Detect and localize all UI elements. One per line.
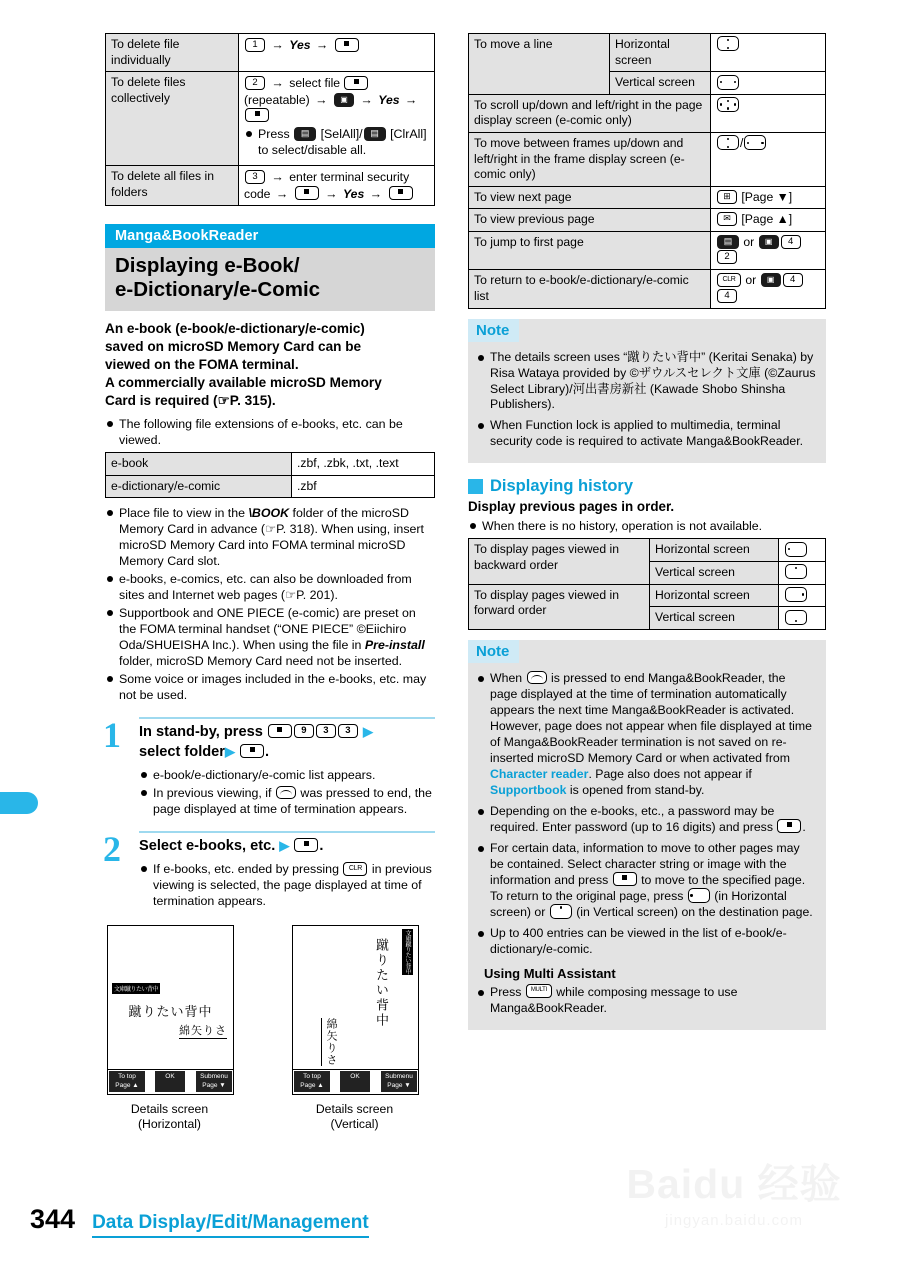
key-3: 3 [338, 724, 358, 738]
lead-line: A commercially available microSD Memory [105, 374, 382, 390]
select-key-icon [389, 186, 413, 200]
row-key [779, 584, 826, 607]
row-label: To scroll up/down and left/right in the page display screen (e-comic only) [469, 94, 711, 132]
arrow-icon: → [315, 92, 328, 107]
history-bullets [468, 518, 826, 534]
select-key-icon [295, 186, 319, 200]
step-number: 1 [103, 715, 121, 756]
softkey-right: Submenu Page ▼ [196, 1071, 232, 1092]
extension-value: .zbf, .zbk, .txt, .text [292, 453, 435, 476]
yes-label: Yes [343, 186, 365, 201]
row-label: To delete files collectively [106, 72, 239, 166]
key-3: 3 [316, 724, 336, 738]
right-column [468, 0, 826, 1030]
row-value: 2 → select file (repeatable) → ▣ → Yes → Press ▤ [SelAll]/ ▤ [ClrAll] to select/disable all. [239, 72, 435, 166]
row-key [779, 539, 826, 562]
list-item: When is pressed to end Manga&BookReader, the page displayed at the time of termination automatically appears the next time Manga&BookReader is activated. However, page does not appear when file displayed at time of Manga&BookReader termination is not saved on re-inserted microSD Memory Card or when activated from Character reader. Page also does not appear if Supportbook is opened from stand-by. [476, 671, 816, 799]
row-label: To jump to first page [469, 232, 711, 270]
figure-caption: Details screen (Horizontal) [130, 1102, 209, 1132]
operation-table [468, 33, 826, 309]
arrow-icon: → [271, 76, 284, 91]
book-label: 文庫蹴りたい背中 [112, 983, 160, 994]
extension-value: .zbf [292, 475, 435, 498]
book-title: 蹴りたい背中 [128, 1005, 213, 1020]
page-title [105, 248, 435, 310]
note-box-1 [468, 319, 826, 464]
reference-hand-icon: ☞ [285, 588, 297, 603]
lead-line: viewed on the FOMA terminal. [105, 356, 299, 372]
figure-caption: Details screen (Vertical) [315, 1102, 394, 1132]
select-key-icon [344, 76, 368, 90]
select-key-icon [613, 872, 637, 886]
arrow-icon: → [325, 186, 338, 201]
row-sublabel: Vertical screen [610, 72, 711, 95]
page-number: 344 [30, 1204, 76, 1234]
edge-tab-marker [0, 792, 38, 814]
row-key [711, 94, 826, 132]
select-key-icon [777, 819, 801, 833]
table-row [106, 34, 435, 72]
camera-key-icon: ▣ [334, 93, 354, 107]
table-row [469, 584, 826, 607]
camera-key-icon: ▣ [759, 235, 779, 249]
function-key-icon: ▤ [717, 235, 739, 249]
multi-assistant-bullets [476, 985, 816, 1017]
select-key-icon [268, 724, 292, 738]
triangle-icon: ▶ [224, 743, 235, 759]
phone-screen [107, 925, 234, 1095]
list-item: If e-books, etc. ended by pressing CLR in previous viewing is selected, the page displayed at time of termination appears. [139, 861, 435, 909]
softkey-center: OK [155, 1071, 185, 1092]
dpad-down-icon [785, 610, 807, 625]
table-row [469, 232, 826, 270]
lead-line: An e-book (e-book/e-dictionary/e-comic) [105, 320, 365, 336]
row-value [239, 34, 435, 72]
arrow-icon: → [360, 92, 373, 107]
list-item: e-book/e-dictionary/e-comic list appears. [139, 767, 435, 783]
list-item: The details screen uses “蹴りたい背中” (Keritai Senaka) by Risa Wataya provided by ©ザウルスセレクト文庫 (©Zaurus Select Library)/河出書房新社 (Kawade Shobo Shinsha Publishers). [476, 350, 816, 414]
select-key-icon [335, 38, 359, 52]
subsection-title: Displaying history [490, 477, 634, 496]
row-label: To delete file individually [106, 34, 239, 72]
note-body [468, 663, 826, 1017]
yes-label: Yes [289, 38, 311, 52]
dpad-up-icon [785, 564, 807, 579]
row-label: To view next page [469, 186, 711, 209]
table-row [469, 270, 826, 308]
step-heading: In stand-by, press 9 3 3 ▶ select folder▶ . [139, 724, 373, 760]
row-key [711, 72, 826, 95]
dpad-right-icon [785, 587, 807, 602]
table-row [469, 539, 826, 562]
softkey-left: To top Page ▲ [109, 1071, 145, 1092]
row-label: To display pages viewed in backward order [469, 539, 650, 584]
main-bullets [105, 505, 435, 703]
dpad-all-icon [717, 97, 739, 112]
extension-type: e-book [106, 453, 292, 476]
row-key: CLR or ▣ 44 [711, 270, 826, 308]
arrow-icon: → [271, 38, 284, 52]
function-key-icon: ▤ [294, 127, 316, 141]
arrow-icon: → [369, 186, 383, 201]
triangle-icon: ▶ [362, 724, 373, 740]
step-1 [105, 717, 435, 817]
note-body [468, 342, 826, 451]
extension-type: e-dictionary/e-comic [106, 475, 292, 498]
delete-operations-table [105, 33, 435, 206]
function-band-label: Manga&BookReader [105, 224, 435, 248]
arrow-icon: → [271, 170, 284, 185]
key-4: 4 [781, 235, 801, 249]
table-row [469, 94, 826, 132]
row-key [711, 34, 826, 72]
note-header: Note [468, 640, 519, 663]
note-header: Note [468, 319, 519, 342]
table-row [106, 475, 435, 498]
cross-ref-link[interactable]: Supportbook [490, 782, 567, 797]
row-key [779, 562, 826, 585]
book-author: 綿矢りさ [321, 1018, 339, 1066]
book-author: 綿矢りさ [179, 1024, 227, 1037]
arrow-icon: → [404, 92, 418, 107]
lead-paragraph [105, 320, 435, 410]
step-body [139, 719, 435, 817]
page-footer [30, 1204, 369, 1238]
table-row [106, 166, 435, 206]
row-key [779, 607, 826, 630]
select-key-icon [294, 838, 318, 852]
subsection-subtitle: Display previous pages in order. [468, 499, 675, 515]
key-4: 4 [717, 289, 737, 303]
row-label: To display pages viewed in forward order [469, 584, 650, 629]
function-key-icon: ▤ [364, 127, 386, 141]
dpad-updown-icon [717, 135, 739, 150]
function-header [105, 224, 435, 310]
triangle-icon: ▶ [279, 837, 290, 853]
row-value: 3 → enter terminal security code → → Yes → [239, 166, 435, 206]
row-sublabel: Vertical screen [650, 562, 779, 585]
browser-key-icon: ⊞ [717, 190, 737, 204]
end-key-icon [276, 786, 296, 799]
list-item: When Function lock is applied to multimedia, terminal security code is required to activate Manga&BookReader. [476, 418, 816, 450]
note-box-2 [468, 640, 826, 1030]
step-number: 2 [103, 828, 121, 869]
list-item: For certain data, information to move to other pages may be contained. Select character string or image with the information and press to move to the specified page. To return to the original page, press (in Horizontal screen) or (in Vertical screen) on the destination page. [476, 841, 816, 921]
screenshot-horizontal [107, 925, 232, 1133]
arrow-icon: → [275, 186, 289, 201]
camera-key-icon: ▣ [761, 273, 781, 287]
intro-bullets [105, 416, 435, 448]
table-row [469, 186, 826, 209]
table-row [469, 133, 826, 187]
row-sublabel: Horizontal screen [650, 584, 779, 607]
list-item: Supportbook and ONE PIECE (e-comic) are preset on the FOMA terminal handset (“ONE PIECE” ©Eiichiro Oda/SHUEISHA Inc.). When using the file in Pre-install folder, microSD Memory Card need not be inserted. [105, 605, 435, 669]
row-key: ▤ or ▣ 42 [711, 232, 826, 270]
row-key: ✉ [Page ▲] [711, 209, 826, 232]
dpad-left-icon [785, 542, 807, 557]
footer-section-link[interactable]: Data Display/Edit/Management [92, 1212, 369, 1238]
lead-line: saved on microSD Memory Card can be [105, 338, 362, 354]
history-table [468, 538, 826, 629]
dpad-leftright-icon [744, 135, 766, 150]
clear-key-icon: CLR [343, 862, 367, 876]
phone-screen [292, 925, 419, 1095]
cross-ref-link[interactable]: Character reader [490, 766, 589, 781]
row-label: To move a line [469, 34, 610, 95]
step-bullets [139, 861, 435, 909]
note-bullets [476, 350, 816, 451]
dpad-leftright-icon [717, 75, 739, 90]
reference-hand-icon: ☞ [217, 392, 230, 408]
arrow-icon: → [315, 38, 329, 52]
row-label: To delete all files in folders [106, 166, 239, 206]
step-bullets [139, 767, 435, 817]
softkey-right: Submenu Page ▼ [381, 1071, 417, 1092]
row-label: To move between frames up/down and left/right in the frame display screen (e-comic only) [469, 133, 711, 187]
row-label: To return to e-book/e-dictionary/e-comic list [469, 270, 711, 308]
page-title-line2: e-Dictionary/e-Comic [115, 278, 321, 302]
row-sublabel: Horizontal screen [650, 539, 779, 562]
book-title: 蹴りたい背中 [373, 938, 388, 1028]
list-item: Press MULTI while composing message to use Manga&BookReader. [476, 985, 816, 1017]
table-row [469, 34, 826, 72]
note-bullets [476, 671, 816, 958]
reference-hand-icon: ☞ [265, 522, 277, 537]
row-sublabel: Vertical screen [650, 607, 779, 630]
row-key: / [711, 133, 826, 187]
end-key-icon [527, 671, 547, 684]
key-2: 2 [245, 76, 265, 90]
list-item: The following file extensions of e-books, etc. can be viewed. [105, 416, 435, 448]
key-2: 2 [717, 250, 737, 264]
list-item: When there is no history, operation is not available. [468, 518, 826, 534]
row-key: ⊞ [Page ▼] [711, 186, 826, 209]
list-item: Up to 400 entries can be viewed in the list of e-book/e-dictionary/e-comic. [476, 926, 816, 958]
list-item: e-books, e-comics, etc. can also be downloaded from sites and Internet web pages (☞P. 201). [105, 571, 435, 603]
mail-key-icon: ✉ [717, 212, 737, 226]
key-9: 9 [294, 724, 314, 738]
step-body [139, 833, 435, 909]
dpad-up-icon [550, 904, 572, 919]
page-title-line1: Displaying e-Book/ [115, 254, 300, 278]
key-3: 3 [245, 170, 265, 184]
screenshot-vertical [292, 925, 417, 1133]
square-marker-icon [468, 479, 483, 494]
dpad-updown-icon [717, 36, 739, 51]
screenshot-figures [107, 925, 435, 1133]
table-row [106, 453, 435, 476]
row-label: To view previous page [469, 209, 711, 232]
extensions-table [105, 452, 435, 498]
step-2 [103, 828, 435, 909]
table-row [469, 209, 826, 232]
dpad-left-icon [688, 888, 710, 903]
sub-bullets [244, 126, 429, 158]
lead-line: Card is required (☞P. 315). [105, 392, 276, 408]
key-4: 4 [783, 273, 803, 287]
watermark-sub: jingyan.baidu.com [665, 1212, 803, 1229]
list-item: Place file to view in the \BOOK folder of the microSD Memory Card in advance (☞P. 318). When using, insert microSD Memory Card into FOMA terminal microSD Memory Card slot. [105, 505, 435, 569]
list-item: Depending on the e-books, etc., a password may be required. Enter password (up to 16 digits) and press . [476, 804, 816, 836]
multi-key-icon: MULTI [526, 984, 552, 998]
book-label: 文庫蹴りたい背中 [402, 929, 413, 975]
list-item: In previous viewing, if was pressed to end, the page displayed at time of termination appears. [139, 785, 435, 817]
step-heading: Select e-books, etc. ▶ . [139, 837, 324, 854]
watermark [589, 1140, 879, 1240]
using-multi-assistant-heading: Using Multi Assistant [484, 965, 616, 981]
list-item: Some voice or images included in the e-books, etc. may not be used. [105, 671, 435, 703]
select-key-icon [245, 108, 269, 122]
row-sublabel: Horizontal screen [610, 34, 711, 72]
select-key-icon [240, 744, 264, 758]
subsection-header [468, 477, 826, 496]
table-row [106, 72, 435, 166]
key-1: 1 [245, 38, 265, 52]
clear-key-icon: CLR [717, 273, 741, 287]
watermark-main: Baidu 经验 [626, 1161, 842, 1207]
yes-label: Yes [378, 92, 400, 107]
softkey-center: OK [340, 1071, 370, 1092]
left-column [105, 0, 435, 1133]
list-item: Press ▤ [SelAll]/ ▤ [ClrAll] to select/disable all. [244, 126, 429, 158]
softkey-left: To top Page ▲ [294, 1071, 330, 1092]
